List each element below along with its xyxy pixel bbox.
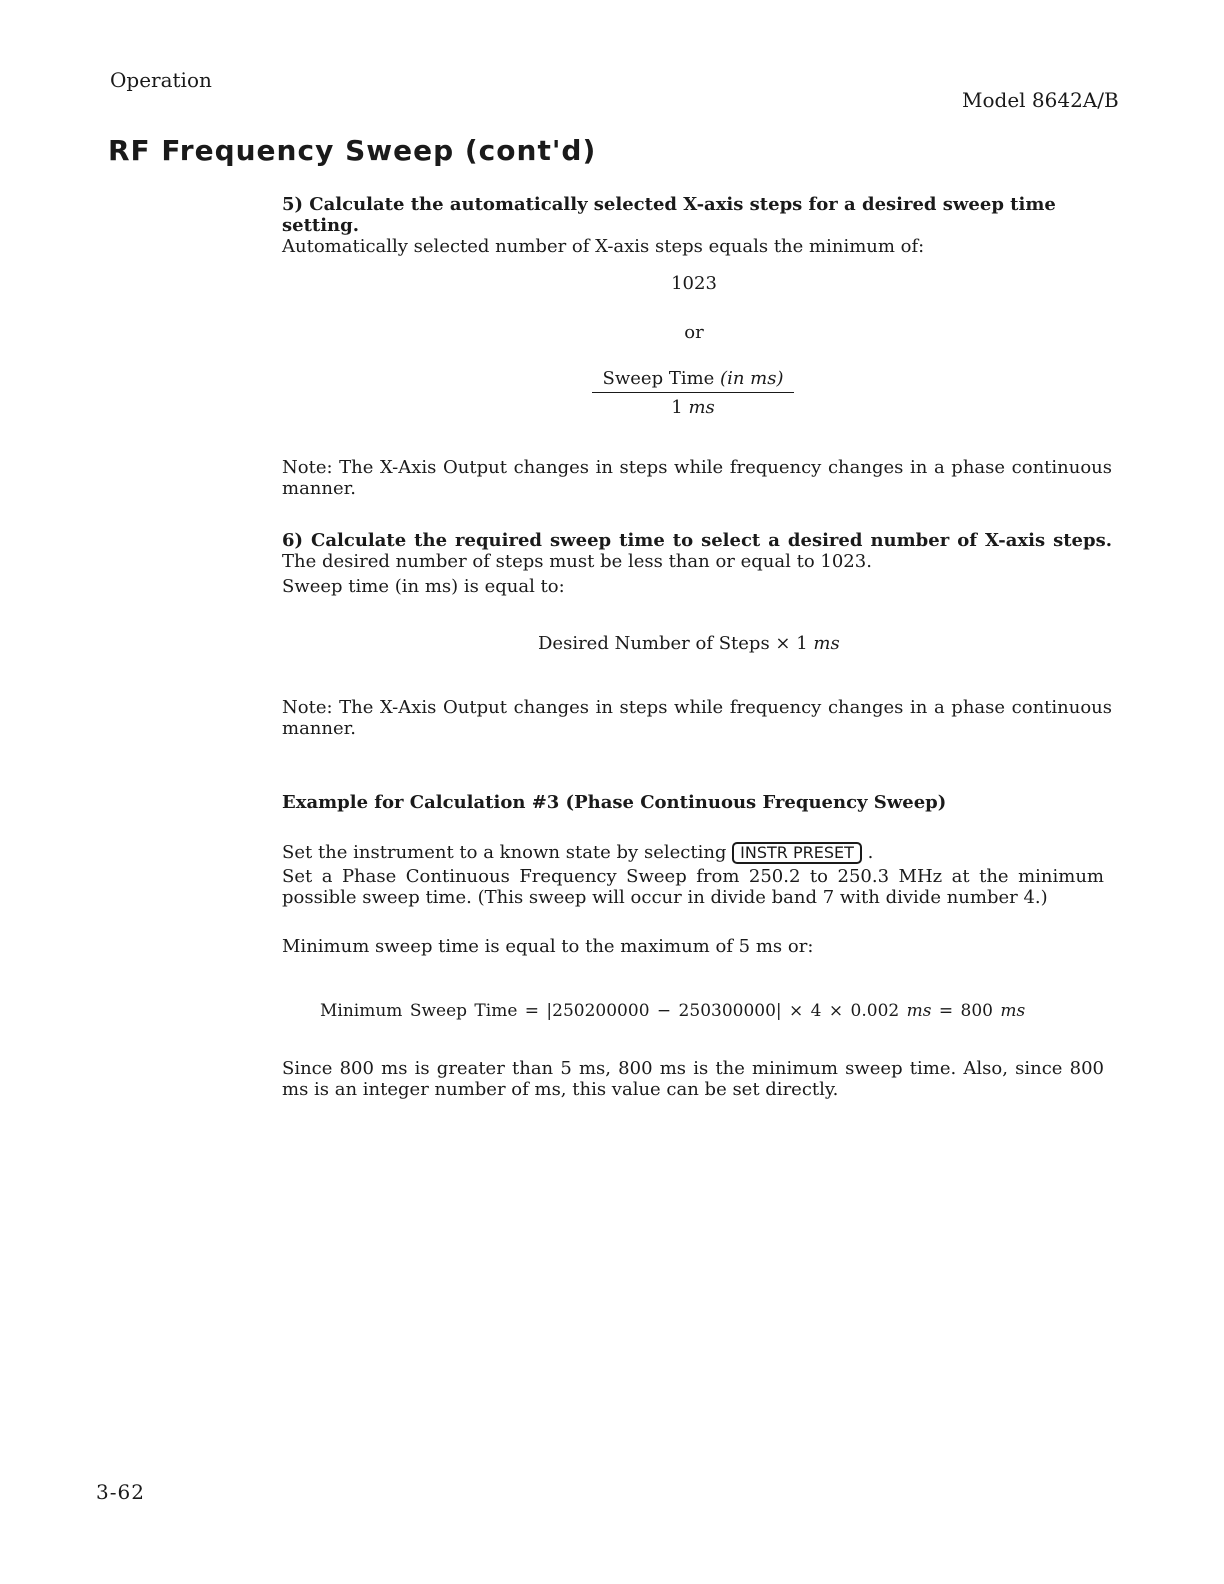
step5-note: Note: The X-Axis Output changes in steps while frequency changes in a phase continuous manner. — [282, 457, 1112, 499]
min-sweep-equation — [320, 1001, 1025, 1021]
fraction-denominator-value: 1 — [671, 397, 683, 418]
step5-value: 1023 — [671, 273, 717, 294]
sweep-time-fraction — [592, 368, 794, 418]
step6-body1: The desired number of steps must be less than or equal to 1023. — [282, 551, 872, 572]
model-header: Model 8642A/B — [962, 88, 1119, 112]
equation-unit-2: ms — [1000, 1001, 1026, 1021]
step5-block — [282, 194, 1112, 257]
step6-formula-text: Desired Number of Steps × 1 — [538, 633, 808, 654]
instr-preset-key[interactable]: INSTR PRESET — [732, 842, 862, 864]
example-line1: Set the instrument to a known state by selecting INSTR PRESET . — [282, 842, 874, 863]
fraction-numerator-text: Sweep Time — [602, 368, 715, 389]
step6-heading: 6) Calculate the required sweep time to select a desired number of X-axis steps. — [282, 530, 1112, 551]
fraction-numerator — [592, 368, 794, 393]
page-number: 3-62 — [96, 1480, 145, 1504]
step5-body: Automatically selected number of X-axis steps equals the minimum of: — [282, 236, 925, 257]
step5-heading: 5) Calculate the automatically selected X-axis steps for a desired sweep time setting. — [282, 194, 1056, 236]
step6-formula-unit: ms — [813, 633, 840, 654]
equation-prefix: Minimum Sweep Time = |250200000 − 250300000| × 4 × 0.002 — [320, 1001, 900, 1021]
example-heading: Example for Calculation #3 (Phase Continuous Frequency Sweep) — [282, 792, 947, 813]
fraction-denominator-unit: ms — [688, 397, 715, 418]
example-conclusion: Since 800 ms is greater than 5 ms, 800 ms is the minimum sweep time. Also, since 800 ms is an integer number of ms, this value can be set directly. — [282, 1058, 1104, 1100]
section-header: Operation — [110, 68, 212, 92]
page-title: RF Frequency Sweep (cont'd) — [108, 134, 597, 167]
step6-formula — [538, 633, 840, 654]
step6-note: Note: The X-Axis Output changes in steps while frequency changes in a phase continuous manner. — [282, 697, 1112, 739]
equation-mid: = 800 — [938, 1001, 993, 1021]
example-line3: Minimum sweep time is equal to the maximum of 5 ms or: — [282, 936, 814, 957]
fraction-denominator — [592, 393, 794, 418]
step6-block — [282, 530, 1112, 572]
fraction-numerator-unit: (in ms) — [720, 368, 784, 389]
example-line2: Set a Phase Continuous Frequency Sweep from 250.2 to 250.3 MHz at the minimum possible sweep time. (This sweep will occur in divide band 7 with divide number 4.) — [282, 866, 1104, 908]
step6-body2: Sweep time (in ms) is equal to: — [282, 576, 565, 597]
equation-unit-1: ms — [906, 1001, 932, 1021]
example-line1-text: Set the instrument to a known state by selecting — [282, 842, 727, 863]
step5-or: or — [684, 322, 704, 343]
